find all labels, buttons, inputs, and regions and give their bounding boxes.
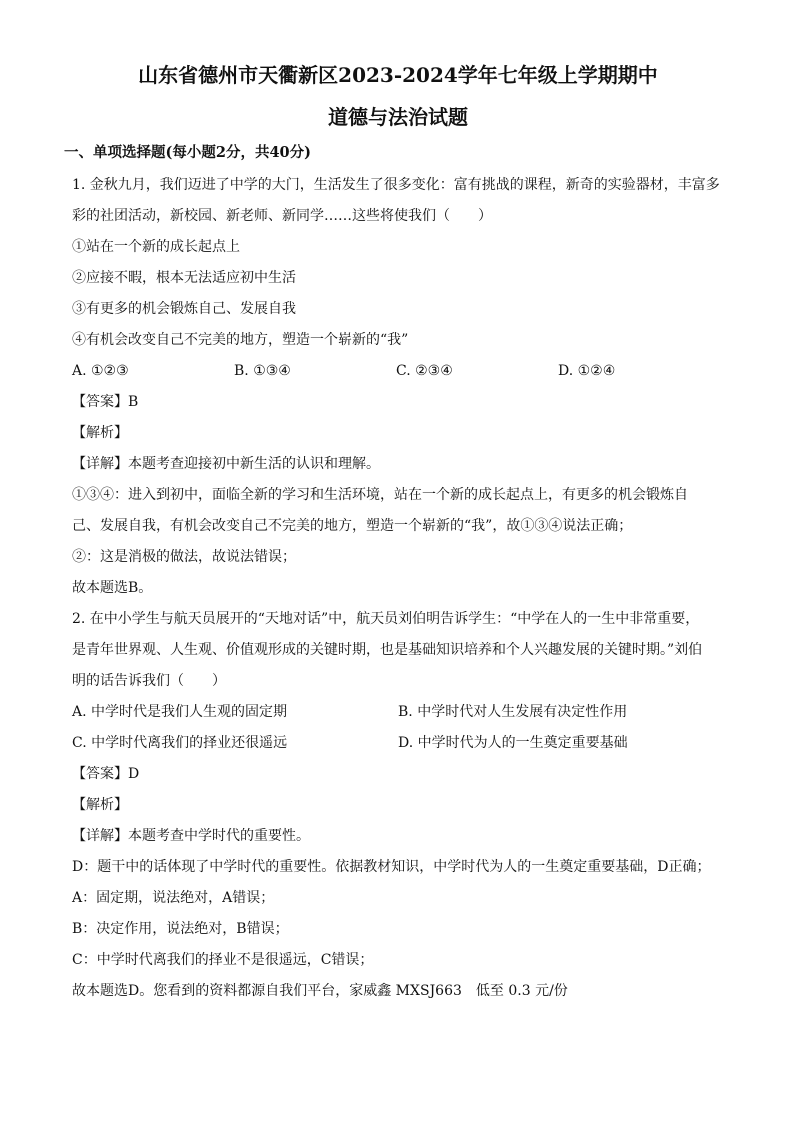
statement-item: ②应接不暇，根本无法适应初中生活 xyxy=(72,270,296,286)
statement-item: ①站在一个新的成长起点上 xyxy=(72,239,240,255)
section-heading: 一、单项选择题(每小题2分，共40分) xyxy=(64,144,311,161)
option-c: C. ②③④ xyxy=(396,363,453,379)
conclusion-text: 故本题选B。 xyxy=(72,580,153,596)
question-2 xyxy=(72,604,724,1007)
page-title: 山东省德州市天衢新区2023-2024学年七年级上学期期中 xyxy=(138,63,658,87)
question-stem: 是青年世界观、人生观、价值观形成的关键时期，也是基础知识培养和个人兴趣发展的关键时期。”刘伯 xyxy=(72,642,703,658)
explanation-text: A：固定期，说法绝对，A错误； xyxy=(72,890,275,906)
analysis-label: 【解析】 xyxy=(72,425,128,441)
answer-options xyxy=(72,697,724,759)
option-a: A. 中学时代是我们人生观的固定期 xyxy=(72,704,288,720)
statement-item: ④有机会改变自己不完美的地方，塑造一个崭新的“我” xyxy=(72,332,409,348)
option-a: A. ①②③ xyxy=(72,363,129,379)
question-stem: 彩的社团活动，新校园、新老师、新同学……这些将使我们（ ） xyxy=(72,208,492,224)
detail-text: 【详解】本题考查中学时代的重要性。 xyxy=(72,828,310,844)
statement-item: ③有更多的机会锻炼自己、发展自我 xyxy=(72,301,296,317)
explanation-text: ②：这是消极的做法，故说法错误； xyxy=(72,549,296,565)
explanation-text: C：中学时代离我们的择业不是很遥远，C错误； xyxy=(72,952,374,968)
answer-options xyxy=(72,356,724,387)
explanation-text: B：决定作用，说法绝对，B错误； xyxy=(72,921,289,937)
conclusion-text: 故本题选D。您看到的资料都源自我们平台，家威鑫 MXSJ663 低至 0.3 元/份 xyxy=(72,983,568,999)
option-d: D. 中学时代为人的一生奠定重要基础 xyxy=(398,735,628,751)
option-b: B. 中学时代对人生发展有决定性作用 xyxy=(398,704,628,720)
question-stem: 2. 在中小学生与航天员展开的“天地对话”中，航天员刘伯明告诉学生：“中学在人的一生中非常重要， xyxy=(72,611,700,627)
question-stem: 明的话告诉我们（ ） xyxy=(72,673,226,689)
question-stem: 1. 金秋九月，我们迈进了中学的大门，生活发生了很多变化：富有挑战的课程，新奇的实验器材，丰富多 xyxy=(72,177,720,193)
analysis-label: 【解析】 xyxy=(72,797,128,813)
option-c: C. 中学时代离我们的择业还很遥远 xyxy=(72,735,288,751)
detail-text: 【详解】本题考查迎接初中新生活的认识和理解。 xyxy=(72,456,380,472)
page-subtitle: 道德与法治试题 xyxy=(328,105,468,129)
question-1 xyxy=(72,170,724,604)
answer-label: 【答案】D xyxy=(72,766,140,782)
option-d: D. ①②④ xyxy=(558,363,616,379)
option-b: B. ①③④ xyxy=(234,363,291,379)
explanation-text: 己、发展自我，有机会改变自己不完美的地方，塑造一个崭新的“我”，故①③④说法正确； xyxy=(72,518,633,534)
answer-label: 【答案】B xyxy=(72,394,139,410)
explanation-text: D：题干中的话体现了中学时代的重要性。依据教材知识，中学时代为人的一生奠定重要基础，D正确； xyxy=(72,859,711,875)
explanation-text: ①③④：进入到初中，面临全新的学习和生活环境，站在一个新的成长起点上，有更多的机会锻炼自 xyxy=(72,487,688,503)
